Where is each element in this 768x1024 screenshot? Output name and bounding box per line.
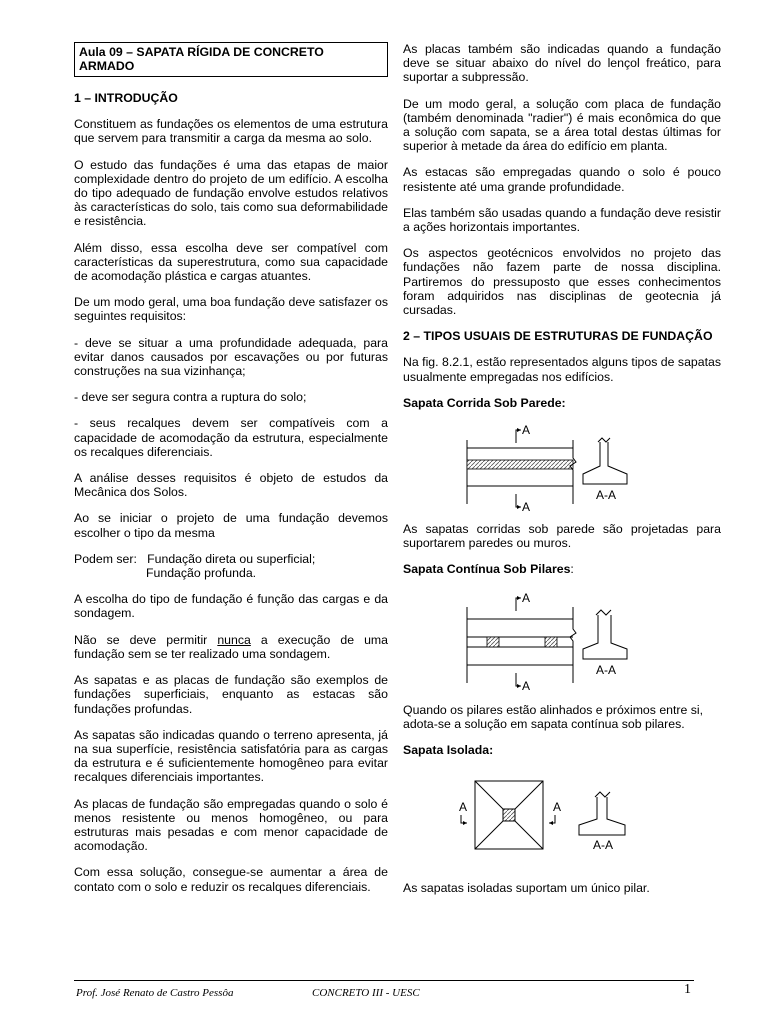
section-mark-bottom: A — [522, 678, 531, 693]
lesson-title-line1: Aula 09 – SAPATA RÍGIDA DE CONCRETO — [79, 45, 324, 59]
paragraph: Na fig. 8.2.1, estão representados alguns tipos de sapatas usualmente empregadas nos edifícios. — [403, 355, 721, 384]
section-1-heading: 1 – INTRODUÇÃO — [74, 91, 178, 105]
page-number: 1 — [684, 982, 691, 997]
paragraph: - deve ser segura contra a ruptura do solo; — [74, 390, 307, 405]
text-span: Não se deve permitir — [74, 632, 218, 647]
list-line: Fundação profunda. — [146, 566, 257, 581]
subheading-strip-footing: Sapata Corrida Sob Parede: — [403, 395, 566, 410]
subheading-text: Sapata Contínua Sob Pilares — [403, 562, 571, 577]
paragraph: De um modo geral, a solução com placa de fundação (também denominada "radier") é mais econômica do que a solução com sapata, se a área total destas últimas for superior à metade da área do edifício em planta. — [403, 96, 721, 154]
footer-course: CONCRETO III - UESC — [312, 987, 420, 999]
continuous-footing-drawing — [455, 585, 655, 697]
section-mark-right: A — [553, 800, 562, 815]
subheading-isolated-footing: Sapata Isolada: — [403, 743, 494, 758]
section-label: A-A — [596, 488, 617, 503]
paragraph: Elas também são usadas quando a fundação deve resistir a ações horizontais importantes. — [403, 205, 721, 235]
figure-strip-footing — [403, 418, 721, 516]
paragraph: As placas também são indicadas quando a fundação deve se situar abaixo do nível do lençol freático, para suportar a subpressão. — [403, 42, 721, 85]
paragraph: A análise desses requisitos é objeto de estudos da Mecânica dos Solos. — [74, 471, 388, 500]
paragraph: As sapatas são indicadas quando o terreno apresenta, já na sua superfície, resistência satisfatória para as cargas da estrutura e é suficientemente homogêneo para evitar recalques diferenciais importantes. — [74, 727, 388, 785]
subheading-colon: : — [570, 562, 574, 577]
paragraph — [74, 633, 388, 661]
footer-author: Prof. José Renato de Castro Pessôa — [76, 987, 234, 999]
paragraph: - seus recalques devem ser compatíveis com a capacidade de acomodação da estrutura, especialmente os recalques diferenciais. — [74, 416, 388, 459]
underlined-word: nunca — [217, 632, 251, 647]
list-line: Podem ser: Fundação direta ou superficial; — [74, 551, 316, 566]
paragraph: Além disso, essa escolha deve ser compatível com características da superestrutura, como sua capacidade de acomodação plástica e cargas atuantes. — [74, 240, 388, 284]
paragraph: As estacas são empregadas quando o solo é pouco resistente até uma grande profundidade. — [403, 165, 721, 194]
paragraph: As placas de fundação são empregadas quando o solo é menos resistente ou menos homogêneo, ou para estruturas mais pesadas e com menor capacidade de acomodação. — [74, 796, 388, 854]
section-2-heading: 2 – TIPOS USUAIS DE ESTRUTURAS DE FUNDAÇÃO — [403, 329, 713, 344]
section-mark-left: A — [459, 800, 468, 815]
paragraph: De um modo geral, uma boa fundação deve satisfazer os seguintes requisitos: — [74, 295, 388, 324]
lesson-title-box — [74, 42, 388, 77]
paragraph: Ao se iniciar o projeto de uma fundação devemos escolher o tipo da mesma — [74, 511, 388, 540]
section-mark-top: A — [522, 590, 531, 605]
lesson-title-line2: ARMADO — [79, 59, 135, 73]
section-mark-top: A — [522, 423, 531, 438]
section-mark-bottom: A — [522, 500, 531, 515]
foundation-types-list — [74, 552, 388, 580]
isolated-footing-drawing — [455, 775, 665, 875]
paragraph: As sapatas e as placas de fundação são exemplos de fundações superficiais, enquanto as estacas são fundações profundas. — [74, 673, 388, 716]
footer-rule — [74, 980, 694, 981]
caption: As sapatas isoladas suportam um único pilar. — [403, 881, 650, 896]
section-label: A-A — [596, 662, 617, 677]
paragraph: O estudo das fundações é uma das etapas de maior complexidade dentro do projeto de um edifício. A escolha do tipo adequado de fundação envolve estudos relativos às características do solo, tais como sua deformabilidade e resistência. — [74, 157, 388, 229]
left-column — [74, 42, 388, 906]
paragraph: - deve se situar a uma profundidade adequada, para evitar danos causados por escavações ou por futuras construções na sua vizinhança; — [74, 335, 388, 379]
paragraph: Com essa solução, consegue-se aumentar a área de contato com o solo e reduzir os recalques diferenciais. — [74, 865, 388, 894]
paragraph: Os aspectos geotécnicos envolvidos no projeto das fundações não fazem parte de nossa disciplina. Partiremos do pressuposto que esses conhecimentos foram adquiridos nas disciplinas de geotecnia já cursadas. — [403, 246, 721, 318]
text-span: a execução de uma fundação sem se ter realizado uma sondagem. — [74, 632, 389, 661]
caption: As sapatas corridas sob parede são projetadas para suportarem paredes ou muros. — [403, 522, 721, 551]
right-column — [403, 42, 721, 907]
figure-continuous-footing — [403, 585, 721, 697]
strip-footing-drawing — [455, 418, 655, 516]
section-label: A-A — [593, 838, 614, 853]
paragraph: A escolha do tipo de fundação é função das cargas e da sondagem. — [74, 592, 388, 621]
subheading-continuous-footing — [403, 562, 721, 576]
paragraph: Constituem as fundações os elementos de uma estrutura que servem para transmitir a carga da mesma ao solo. — [74, 117, 388, 146]
caption: Quando os pilares estão alinhados e próximos entre si, adota-se a solução em sapata contínua sob pilares. — [403, 702, 704, 731]
figure-isolated-footing — [403, 775, 721, 875]
